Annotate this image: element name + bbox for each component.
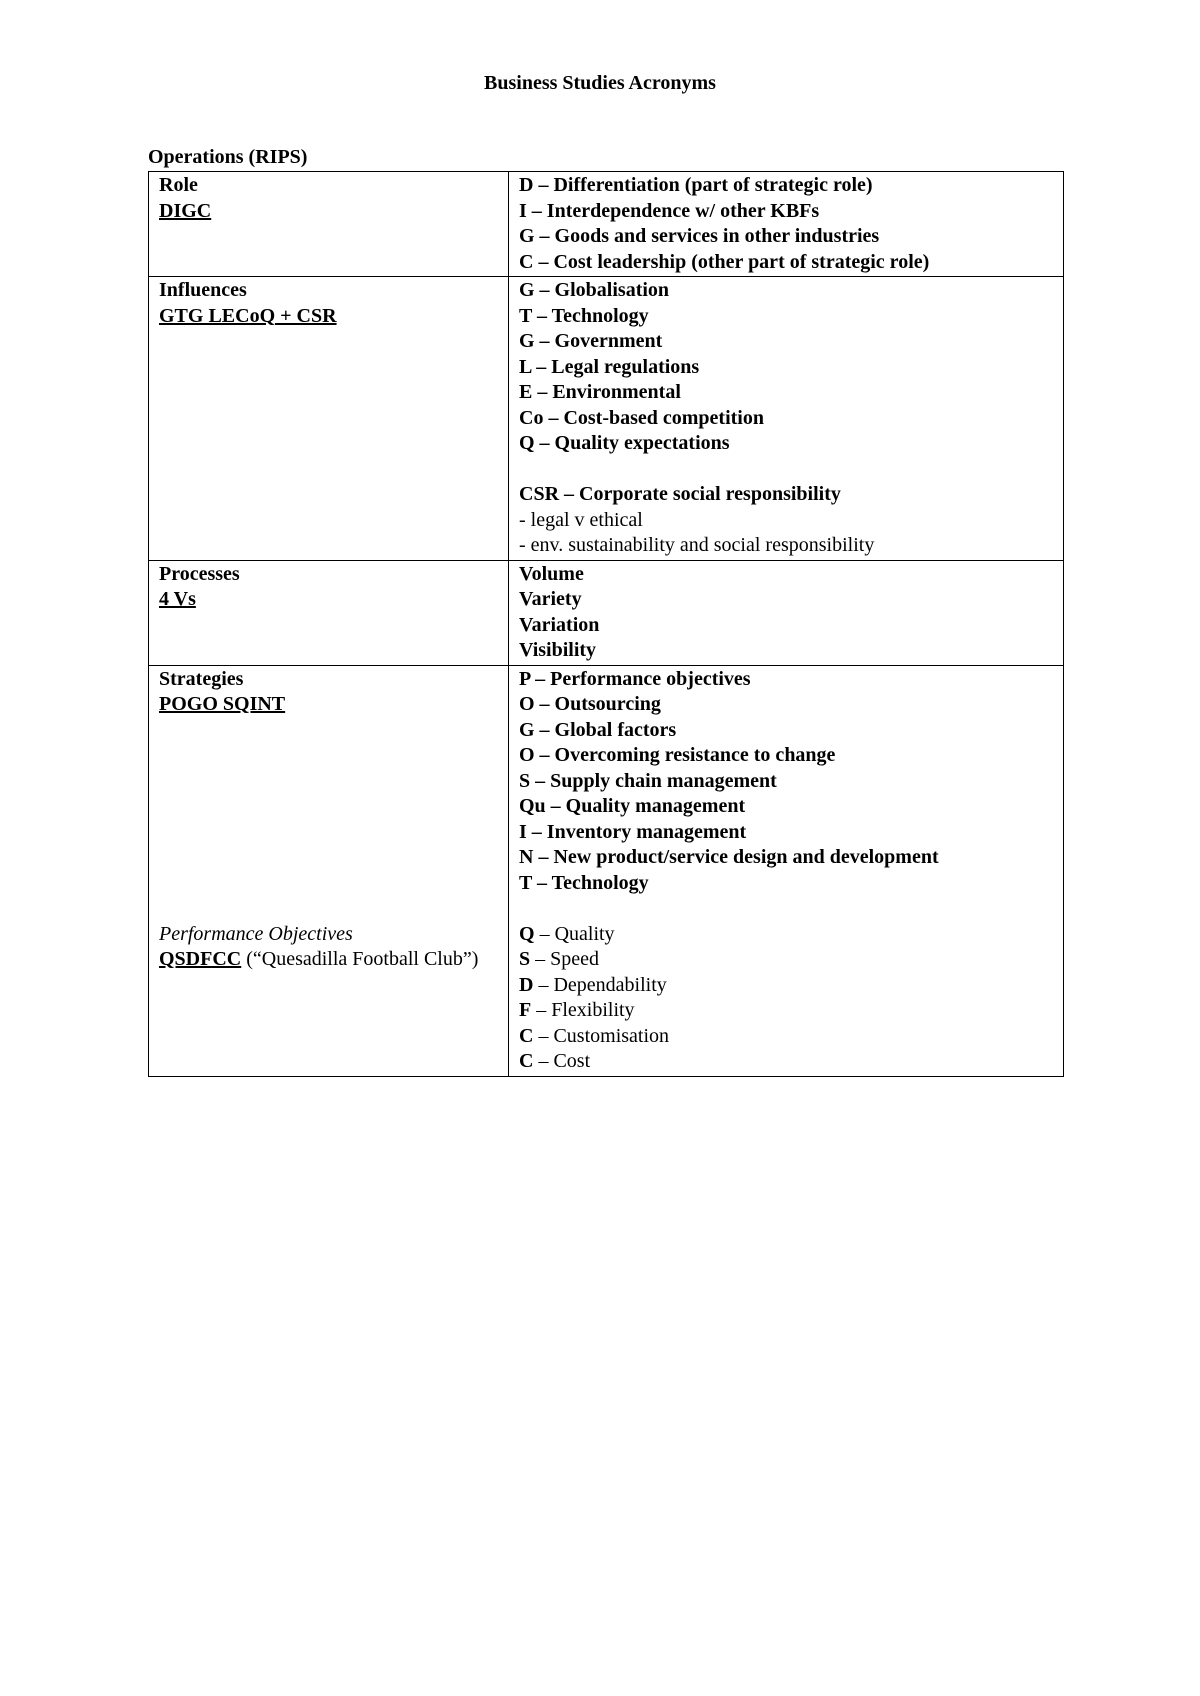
csr-note: - legal v ethical xyxy=(519,508,643,531)
document-title: Business Studies Acronyms xyxy=(484,72,716,94)
table-row-role xyxy=(149,172,1064,277)
list-item: O – Outsourcing xyxy=(519,693,661,715)
list-item: Variety xyxy=(519,588,582,610)
list-item: E – Environmental xyxy=(519,381,681,403)
topic-cell xyxy=(149,172,509,277)
list-item: G – Government xyxy=(519,330,663,352)
sub-item-text: – Quality xyxy=(534,922,615,945)
list-item: G – Globalisation xyxy=(519,279,670,301)
list-item: T – Technology xyxy=(519,304,649,327)
acronym-label: 4 Vs xyxy=(159,588,196,610)
blank-line xyxy=(159,820,498,846)
blank-line xyxy=(159,718,498,744)
sub-list-item xyxy=(519,947,1053,973)
items-cell xyxy=(509,665,1064,1076)
sub-acronym-line xyxy=(159,947,498,973)
table-row-influences xyxy=(149,277,1064,561)
list-item: T – Technology xyxy=(519,871,649,894)
topic-label: Strategies xyxy=(159,667,244,690)
topic-label: Influences xyxy=(159,279,247,301)
topic-cell xyxy=(149,665,509,1076)
csr-note: - env. sustainability and social responsibility xyxy=(519,534,875,556)
sub-item-text: – Dependability xyxy=(533,973,667,996)
list-item: N – New product/service design and development xyxy=(519,846,939,868)
list-item: C – Cost leadership (other part of strategic role) xyxy=(519,250,930,273)
sub-item-text: – Speed xyxy=(530,948,600,970)
list-item: Visibility xyxy=(519,639,597,661)
list-item: I – Interdependence w/ other KBFs xyxy=(519,199,820,222)
items-cell xyxy=(509,277,1064,561)
sub-mnemonic: (“Quesadilla Football Club”) xyxy=(246,948,479,970)
list-item: Qu – Quality management xyxy=(519,795,746,817)
sub-list-item xyxy=(519,998,1053,1024)
table-row-processes xyxy=(149,560,1064,665)
list-item: O – Overcoming resistance to change xyxy=(519,744,836,766)
list-item: Q – Quality expectations xyxy=(519,432,730,454)
blank-line xyxy=(159,896,498,922)
sub-list-item xyxy=(519,973,1053,999)
acronym-table xyxy=(148,171,1064,1077)
list-item: G – Goods and services in other industries xyxy=(519,225,880,247)
list-item: Volume xyxy=(519,562,584,585)
blank-line xyxy=(519,896,1053,922)
sub-list-item xyxy=(519,922,1053,948)
sub-item-letter: Q xyxy=(519,922,535,945)
blank-line xyxy=(159,769,498,795)
list-item: D – Differentiation (part of strategic role) xyxy=(519,174,873,196)
blank-line xyxy=(159,845,498,871)
sub-item-letter: D xyxy=(519,973,534,996)
sub-acronym: QSDFCC xyxy=(159,948,242,970)
table-row-strategies xyxy=(149,665,1064,1076)
list-item: I – Inventory management xyxy=(519,820,747,843)
sub-list-item xyxy=(519,1024,1053,1050)
sub-item-letter: C xyxy=(519,1050,534,1072)
list-item: S – Supply chain management xyxy=(519,769,777,792)
sub-item-text: – Customisation xyxy=(533,1024,670,1047)
acronym-label: GTG LECoQ + CSR xyxy=(159,304,337,327)
sub-item-text: – Flexibility xyxy=(531,999,635,1021)
topic-label: Processes xyxy=(159,562,240,585)
list-item: L – Legal regulations xyxy=(519,355,700,378)
topic-cell xyxy=(149,277,509,561)
blank-line xyxy=(159,794,498,820)
blank-line xyxy=(159,871,498,897)
acronym-label: DIGC xyxy=(159,199,212,222)
acronym-label: POGO SQINT xyxy=(159,693,286,715)
csr-heading: CSR – Corporate social responsibility xyxy=(519,483,841,505)
sub-list-item xyxy=(519,1049,1053,1075)
list-item: Variation xyxy=(519,613,600,636)
list-item: P – Performance objectives xyxy=(519,667,751,690)
sub-item-letter: C xyxy=(519,1024,534,1047)
sub-topic-label: Performance Objectives xyxy=(159,922,353,945)
list-item: G – Global factors xyxy=(519,718,677,741)
blank-line xyxy=(159,743,498,769)
items-cell xyxy=(509,560,1064,665)
list-item: Co – Cost-based competition xyxy=(519,406,764,429)
sub-item-letter: S xyxy=(519,948,531,970)
sub-item-text: – Cost xyxy=(533,1050,591,1072)
blank-line xyxy=(519,457,1053,483)
sub-item-letter: F xyxy=(519,999,532,1021)
topic-cell xyxy=(149,560,509,665)
items-cell xyxy=(509,172,1064,277)
topic-label: Role xyxy=(159,174,198,196)
section-heading: Operations (RIPS) xyxy=(148,146,308,168)
